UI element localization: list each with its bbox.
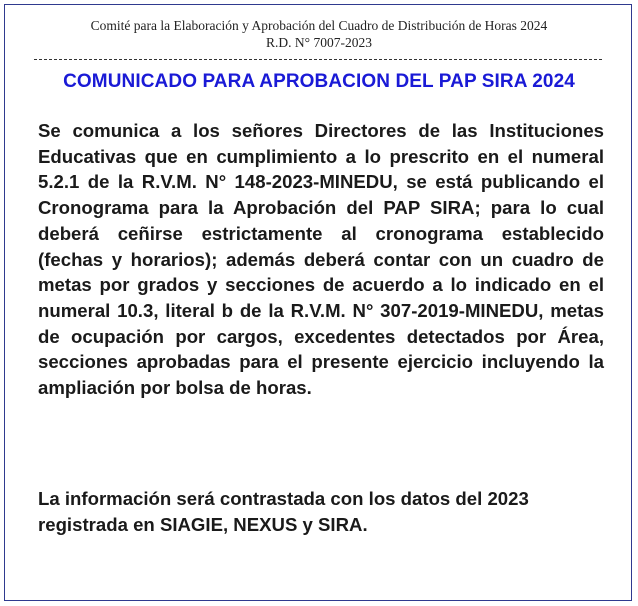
- committee-header: Comité para la Elaboración y Aprobación del Cuadro de Distribución de Horas 2024: [90, 18, 548, 33]
- header-divider: [34, 59, 602, 60]
- body-paragraph-1: Se comunica a los señores Directores de las Instituciones Educativas que en cumplimiento a lo prescrito en el numeral 5.2.1 de la R.V.M. N° 148-2023-MINEDU, se está publicando el Cronograma para la Aprobación del PAP SIRA; para lo cual deberá ceñirse estrictamente al cronograma establecido (fechas y horarios); además deberá contar con un cuadro de metas por grados y secciones de acuerdo a lo indicado en el numeral 10.3, literal b de la R.V.M. N° 307-2019-MINEDU, metas de ocupación por cargos, excedentes detectados por Área, secciones aprobadas para el presente ejercicio incluyendo la ampliación por bolsa de horas.: [38, 120, 604, 399]
- body-paragraph-2: La información será contrastada con los datos del 2023 registrada en SIAGIE, NEXUS y SIRA.: [38, 488, 529, 535]
- communique-title: COMUNICADO PARA APROBACION DEL PAP SIRA 2024: [63, 71, 575, 92]
- resolution-number: R.D. N° 7007-2023: [266, 35, 372, 50]
